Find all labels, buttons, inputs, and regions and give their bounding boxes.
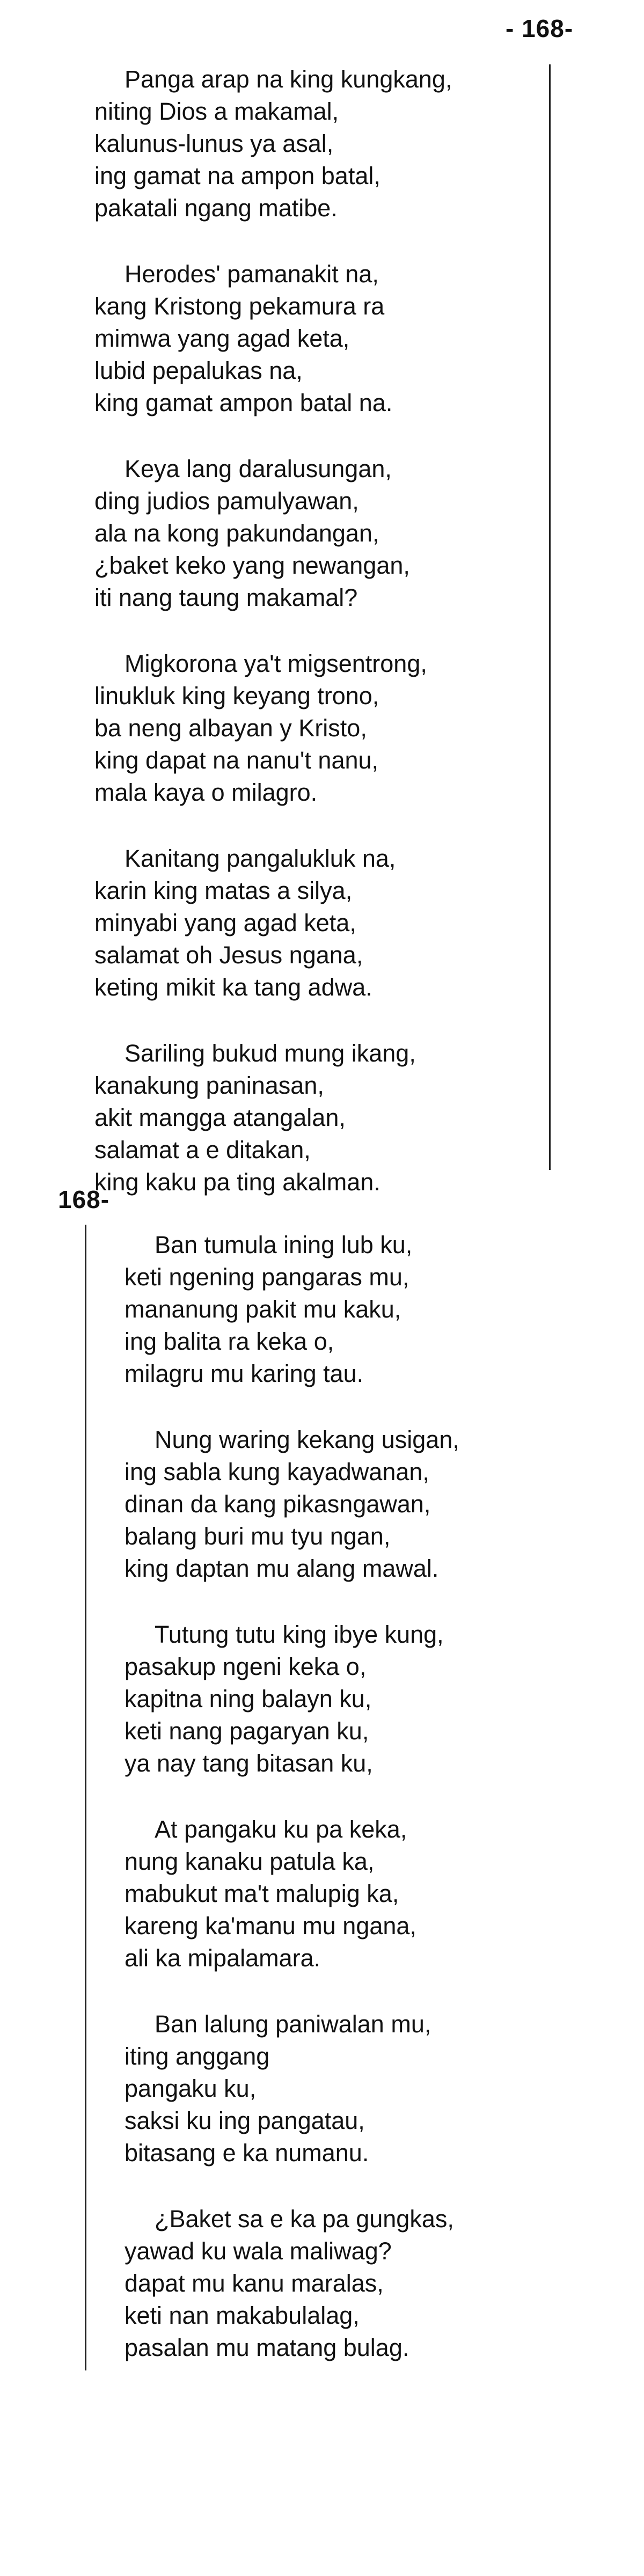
verse-line: king kaku pa ting akalman. <box>94 1168 380 1196</box>
verse-line: ing gamat na ampon batal, <box>94 162 380 189</box>
verse-line: iting anggang <box>125 2043 270 2070</box>
verse-line: ding judios pamulyawan, <box>94 487 359 515</box>
verse-line: mananung pakit mu kaku, <box>125 1296 401 1323</box>
verse-line: saksi ku ing pangatau, <box>125 2107 365 2134</box>
verse-line: ¿baket keko yang newangan, <box>94 552 410 579</box>
vertical-rule-bottom <box>85 1225 86 2370</box>
verse-line: pasalan mu matang bulag. <box>125 2334 409 2361</box>
verse-line: Ban lalung paniwalan mu, <box>155 2010 431 2038</box>
verse-line: kang Kristong pekamura ra <box>94 292 385 320</box>
verse-line: king daptan mu alang mawal. <box>125 1555 439 1582</box>
verse-line: Kanitang pangalukluk na, <box>125 845 396 872</box>
verse-line: Sariling bukud mung ikang, <box>125 1040 416 1067</box>
verse-line: ing sabla kung kayadwanan, <box>125 1458 429 1485</box>
verse-line: king gamat ampon batal na. <box>94 389 393 416</box>
verse-line: nung kanaku patula ka, <box>125 1848 375 1875</box>
verse-line: keting mikit ka tang adwa. <box>94 974 372 1001</box>
stanza <box>125 1229 459 1390</box>
verse-line: At pangaku ku pa keka, <box>155 1816 407 1843</box>
verse-line: ali ka mipalamara. <box>125 1944 321 1972</box>
verse-line: pasakup ngeni keka o, <box>125 1653 367 1680</box>
stanza <box>94 453 452 614</box>
verse-line: iti nang taung makamal? <box>94 584 358 611</box>
verse-line: milagru mu karing tau. <box>125 1360 364 1387</box>
verse-line: linukluk king keyang trono, <box>94 682 379 709</box>
stanza <box>94 1037 452 1198</box>
verse-line: Keya lang daralusungan, <box>125 455 392 482</box>
stanza <box>125 1813 459 1974</box>
verse-line: pangaku ku, <box>125 2075 257 2102</box>
verse-line: salamat oh Jesus ngana, <box>94 941 363 969</box>
verse-line: mimwa yang agad keta, <box>94 325 350 352</box>
poem-column-top <box>94 63 452 1232</box>
verse-line: kalunus-lunus ya asal, <box>94 130 334 157</box>
page-number-bottom: 168- <box>58 1185 110 1213</box>
verse-line: salamat a e ditakan, <box>94 1136 311 1163</box>
verse-line: dinan da kang pikasngawan, <box>125 1490 431 1518</box>
verse-line: kanakung paninasan, <box>94 1072 324 1099</box>
verse-line: keti ngening pangaras mu, <box>125 1263 409 1291</box>
verse-line: mala kaya o milagro. <box>94 779 318 806</box>
verse-line: keti nang pagaryan ku, <box>125 1717 369 1745</box>
verse-line: ala na kong pakundangan, <box>94 519 379 547</box>
stanza <box>94 63 452 224</box>
verse-line: kapitna ning balayn ku, <box>125 1685 372 1713</box>
verse-line: ya nay tang bitasan ku, <box>125 1750 373 1777</box>
verse-line: Migkorona ya't migsentrong, <box>125 650 427 677</box>
verse-line: ing balita ra keka o, <box>125 1328 334 1355</box>
stanza <box>94 648 452 809</box>
vertical-rule-top <box>549 64 551 1170</box>
stanza <box>125 1424 459 1585</box>
stanza <box>94 258 452 419</box>
verse-line: dapat mu kanu maralas, <box>125 2270 384 2297</box>
verse-line: mabukut ma't malupig ka, <box>125 1880 399 1907</box>
verse-line: Ban tumula ining lub ku, <box>155 1231 413 1258</box>
poem-column-bottom <box>125 1229 459 2398</box>
verse-line: niting Dios a makamal, <box>94 98 339 125</box>
verse-line: kareng ka'manu mu ngana, <box>125 1912 416 1940</box>
verse-line: balang buri mu tyu ngan, <box>125 1523 391 1550</box>
verse-line: bitasang e ka numanu. <box>125 2139 369 2167</box>
verse-line: yawad ku wala maliwag? <box>125 2237 392 2265</box>
verse-line: minyabi yang agad keta, <box>94 909 356 936</box>
verse-line: Nung waring kekang usigan, <box>155 1426 459 1453</box>
stanza <box>125 1619 459 1780</box>
verse-line: akit mangga atangalan, <box>94 1104 346 1131</box>
verse-line: king dapat na nanu't nanu, <box>94 747 379 774</box>
verse-line: keti nan makabulalag, <box>125 2302 360 2329</box>
verse-line: Tutung tutu king ibye kung, <box>155 1621 444 1648</box>
verse-line: karin king matas a silya, <box>94 877 353 904</box>
stanza <box>94 843 452 1004</box>
verse-line: pakatali ngang matibe. <box>94 194 338 222</box>
stanza <box>125 2008 459 2169</box>
verse-line: lubid pepalukas na, <box>94 357 303 384</box>
verse-line: ba neng albayan y Kristo, <box>94 714 367 742</box>
page-number-top: - 168- <box>506 14 574 42</box>
verse-line: Panga arap na king kungkang, <box>125 65 452 93</box>
verse-line: ¿Baket sa e ka pa gungkas, <box>155 2205 454 2233</box>
stanza <box>125 2203 459 2364</box>
verse-line: Herodes' pamanakit na, <box>125 260 379 288</box>
